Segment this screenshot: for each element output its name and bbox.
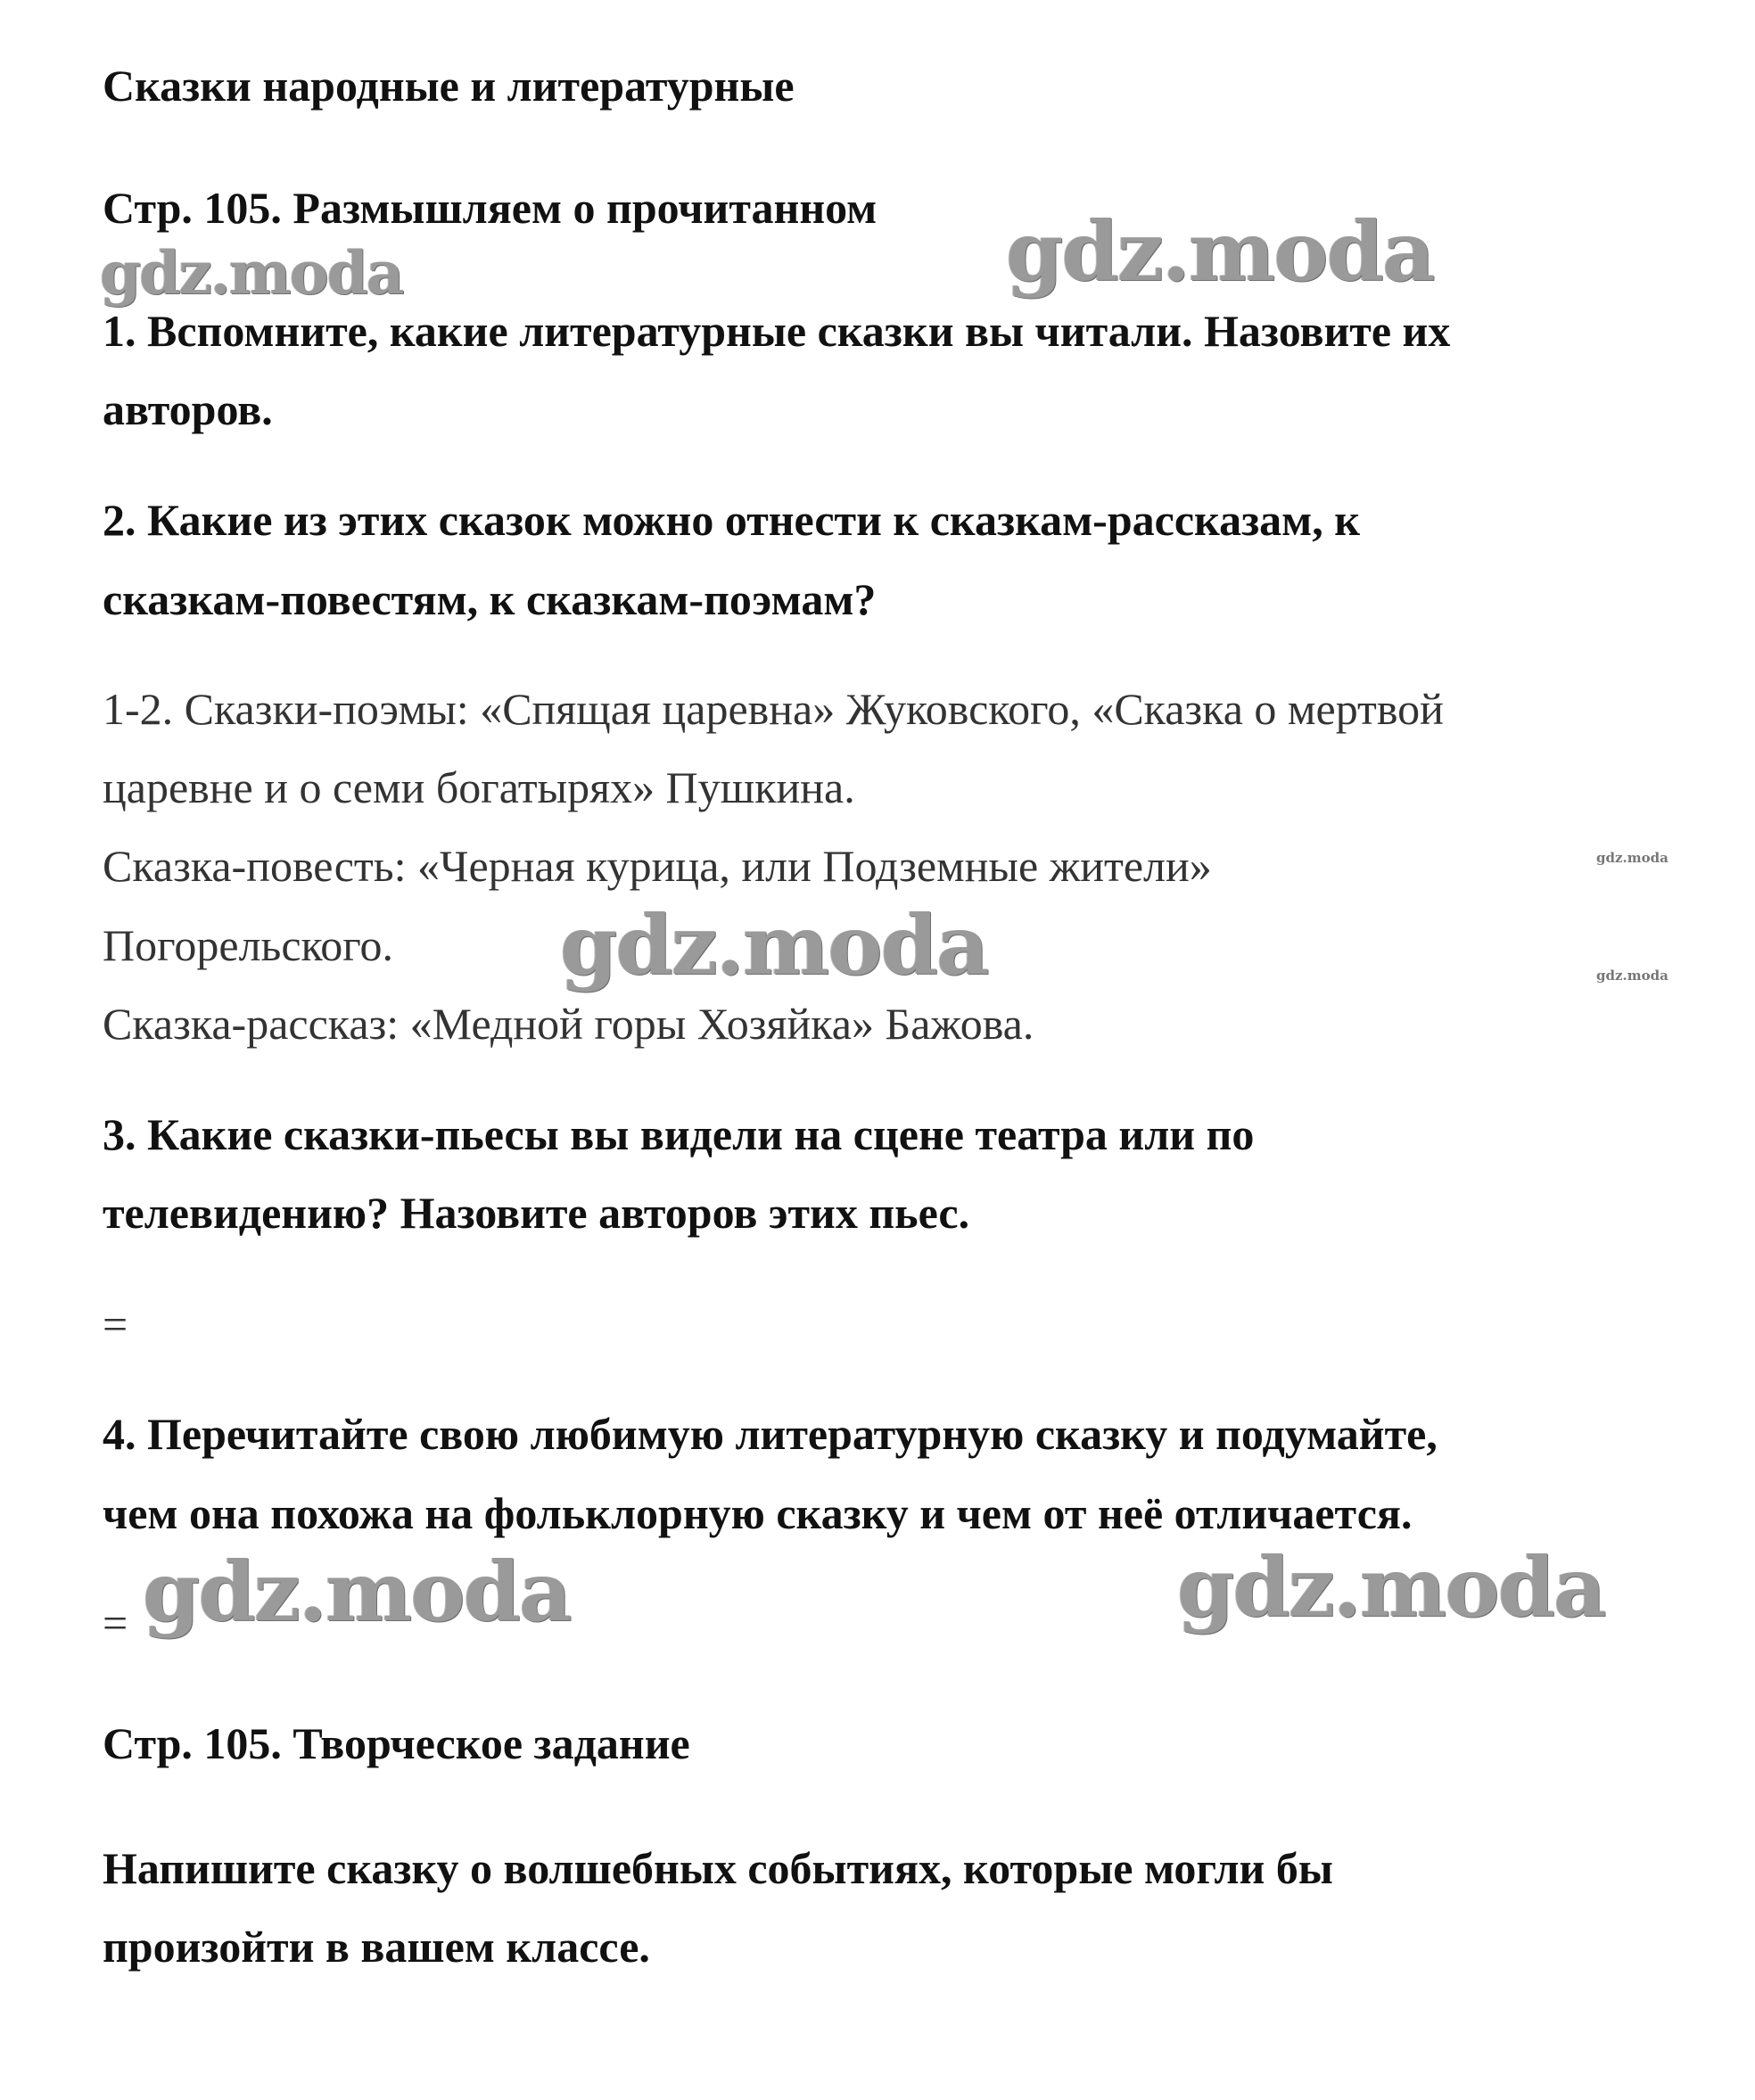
page-title: Сказки народные и литературные: [103, 61, 795, 111]
task-line-2: произойти в вашем классе.: [103, 1922, 650, 1972]
answer-1-2-line-1: 1-2. Сказки-поэмы: «Спящая царевна» Жуковского, «Сказка о мертвой: [103, 684, 1444, 734]
watermark-logo: gdz.moda: [143, 1544, 571, 1640]
question-4-line-2: чем она похожа на фольклорную сказку и чем от неё отличается.: [103, 1488, 1413, 1538]
question-1-line-2: авторов.: [103, 384, 273, 434]
answer-1-2-line-5: Сказка-рассказ: «Медной горы Хозяйка» Бажова.: [103, 999, 1034, 1049]
question-4-line-1: 4. Перечитайте свою любимую литературную сказку и подумайте,: [103, 1409, 1438, 1459]
watermark-logo: gdz.moda: [560, 897, 988, 993]
watermark-logo: gdz.moda: [1006, 203, 1434, 300]
section-heading-creative-task: Стр. 105. Творческое задание: [103, 1718, 690, 1768]
answer-1-2-line-3: Сказка-повесть: «Черная курица, или Подземные жители»: [103, 841, 1212, 891]
section-heading-reflection: Стр. 105. Размышляем о прочитанном: [103, 183, 878, 233]
question-3-line-1: 3. Какие сказки-пьесы вы видели на сцене театра или по: [103, 1109, 1255, 1159]
watermark-logo: gdz.moda: [1596, 850, 1668, 866]
answer-1-2-line-4: Погорельского.: [103, 920, 394, 970]
watermark-logo: gdz.moda: [100, 238, 403, 308]
question-2-line-2: сказкам-повестям, к сказкам-поэмам?: [103, 574, 877, 624]
watermark-logo: gdz.moda: [1177, 1539, 1605, 1635]
question-3-line-2: телевидению? Назовите авторов этих пьес.: [103, 1188, 970, 1238]
watermark-logo: gdz.moda: [1596, 968, 1668, 984]
answer-4: =: [103, 1598, 128, 1648]
answer-1-2-line-2: царевне и о семи богатырях» Пушкина.: [103, 762, 855, 812]
question-1-line-1: 1. Вспомните, какие литературные сказки вы читали. Назовите их: [103, 306, 1451, 356]
task-line-1: Напишите сказку о волшебных событиях, которые могли бы: [103, 1843, 1333, 1893]
question-2-line-1: 2. Какие из этих сказок можно отнести к сказкам-рассказам, к: [103, 495, 1361, 545]
answer-3: =: [103, 1299, 128, 1349]
